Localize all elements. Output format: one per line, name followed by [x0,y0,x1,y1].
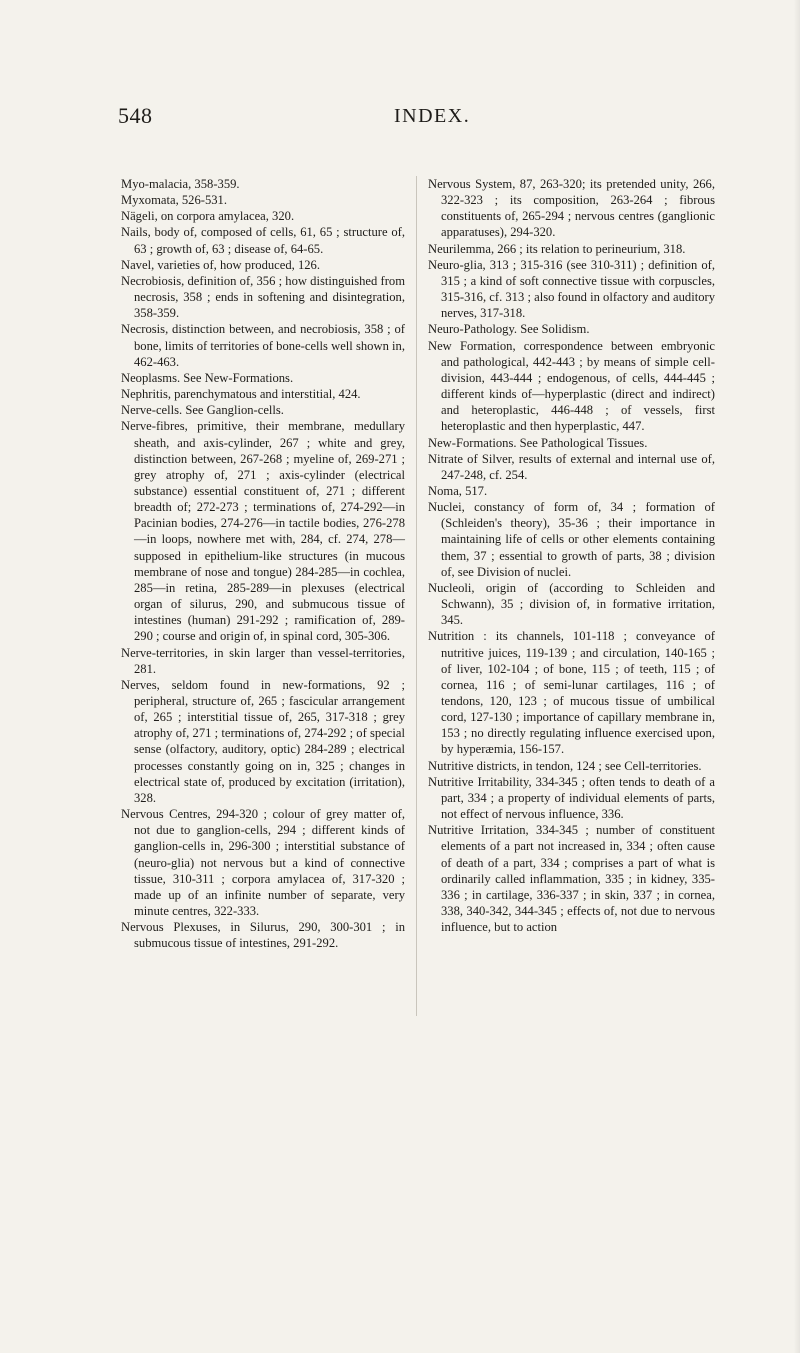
index-entry: Nervous Centres, 294-320 ; colour of grey matter of, not due to ganglion-cells, 294 ; different kinds of ganglion-cells in, 296-300 ; interstitial substance of (neuro-glia) not nervous but a kind of connective tissue, 310-311 ; corpora amylacea of, 317-320 ; made up of an infinite number of separate, very minute centres, 322-333. [121,807,405,919]
index-entry: Nephritis, parenchymatous and interstitial, 424. [121,387,361,402]
index-entry: Neurilemma, 266 ; its relation to perineurium, 318. [428,241,686,256]
index-entry: Necrosis, distinction between, and necrobiosis, 358 ; of bone, limits of territories of bone-cells well shown in, 462-463. [121,322,405,369]
index-entry: Nutritive districts, in tendon, 124 ; see Cell-territories. [428,758,702,773]
page-number: 548 [118,103,153,128]
index-entry: New-Formations. See Pathological Tissues. [428,435,648,450]
index-entry: Nerve-cells. See Ganglion-cells. [121,403,284,418]
index-entry: Nervous System, 87, 263-320; its pretended unity, 266, 322-323 ; its composition, 263-264 ; fibrous constituents of, 265-294 ; nervous centres (ganglionic apparatuses), 294-320. [428,177,715,240]
index-entry: Nuclei, constancy of form of, 34 ; formation of (Schleiden's theory), 35-36 ; their importance in maintaining life of cells or other elements containing them, 37 ; essential to growth of parts, 38 ; division of, see Division of nuclei. [428,500,715,579]
index-entry: Nitrate of Silver, results of external and internal use of, 247-248, cf. 254. [428,451,715,482]
index-entry: Nutrition : its channels, 101-118 ; conveyance of nutritive juices, 119-139 ; and circulation, 140-165 ; of liver, 102-104 ; of bone, 115 ; of teeth, 115 ; of cornea, 116 ; of semi-lunar cartilages, 116 ; of tendons, 120, 123 ; of mucous tissue of umbilical cord, 127-130 ; importance of capillary membrane in, 153 ; no directly regulating influence exercised upon, by hyperæmia, 156-157. [428,629,715,757]
index-entry: Neuro-Pathology. See Solidism. [428,322,590,337]
column-divider [416,176,417,1016]
index-entry: New Formation, correspondence between embryonic and pathological, 442-443 ; by means of simple cell-division, 443-444 ; endogenous, of cells, 444-445 ; different kinds of—hyperplastic (direct and indirect) and heteroplastic, 446-448 ; of vessels, first heteroplastic and then hyperplastic, 447. [428,338,715,434]
index-entry: Necrobiosis, definition of, 356 ; how distinguished from necrosis, 358 ; ends in softening and disintegration, 358-359. [121,273,405,321]
page-edge-shadow [794,0,800,1353]
index-entry: Neoplasms. See New-Formations. [121,370,294,385]
index-entry: Nerve-fibres, primitive, their membrane, medullary sheath, and axis-cylinder, 267 ; white and grey, distinction between, 267-268 ; myeline of, 269-271 ; grey atrophy of, 271 ; axis-cylinder (electrical substance) essential constituent of, 271 ; different breadth of; 272-273 ; terminations of, 274-292—in Pacinian bodies, 274-276—in tactile bodies, 276-278—in loops, nowhere met with, 284, cf. 274, 278—supposed in epithelium-like structures (in mucous membrane of nose and tongue) 284-285—in cochlea, 285—in retina, 285-289—in plexuses (electrical organ of silurus, 290, and submucous tissue of intestines (human) 291-292 ; ramification of, 289-290 ; course and origin of, in spinal cord, 305-306. [121,419,405,644]
page-header [118,103,718,133]
index-entry: Nervous Plexuses, in Silurus, 290, 300-301 ; in submucous tissue of intestines, 291-292. [121,920,405,951]
index-entry: Neuro-glia, 313 ; 315-316 (see 310-311) ; definition of, 315 ; a kind of soft connective tissue with corpuscles, 315-316, cf. 313 ; also found in olfactory and auditory nerves, 317-318. [428,257,715,321]
running-head: INDEX. [394,105,471,127]
index-entry: Noma, 517. [428,483,488,498]
index-column-left [121,176,405,952]
index-entry: Navel, varieties of, how produced, 126. [121,257,320,272]
index-entry: Nutritive Irritability, 334-345 ; often tends to death of a part, 334 ; a property of individual elements of parts, not effect of nervous influence, 336. [428,774,715,822]
index-entry: Nerves, seldom found in new-formations, 92 ; peripheral, structure of, 265 ; fascicular arrangement of, 265 ; interstitial tissue of, 265, 317-318 ; grey atrophy of, 271 ; terminations of, 274-292 ; of special sense (olfactory, auditory, optic) 284-289 ; electrical processes constantly going on in, 325 ; changes in electrical state of, produced by excitation (irritation), 328. [121,677,405,805]
index-entry: Nutritive Irritation, 334-345 ; number of constituent elements of a part not increased in, 334 ; often cause of death of a part, 334 ; comprises a part of what is ordinarily called inflammation, 335 ; in kidney, 335-336 ; in cartilage, 336-337 ; in skin, 337 ; in cornea, 338, 340-342, 344-345 ; effects of, not due to nervous influence, but to action [428,823,715,935]
index-entry: Myxomata, 526-531. [121,193,227,208]
index-entry: Nägeli, on corpora amylacea, 320. [121,209,295,224]
index-column-right [428,176,715,935]
index-entry: Myo-malacia, 358-359. [121,177,240,191]
index-entry: Nucleoli, origin of (according to Schleiden and Schwann), 35 ; division of, in formative irritation, 345. [428,580,715,628]
index-entry: Nails, body of, composed of cells, 61, 65 ; structure of, 63 ; growth of, 63 ; disease of, 64-65. [121,225,405,256]
index-entry: Nerve-territories, in skin larger than vessel-territories, 281. [121,645,405,676]
